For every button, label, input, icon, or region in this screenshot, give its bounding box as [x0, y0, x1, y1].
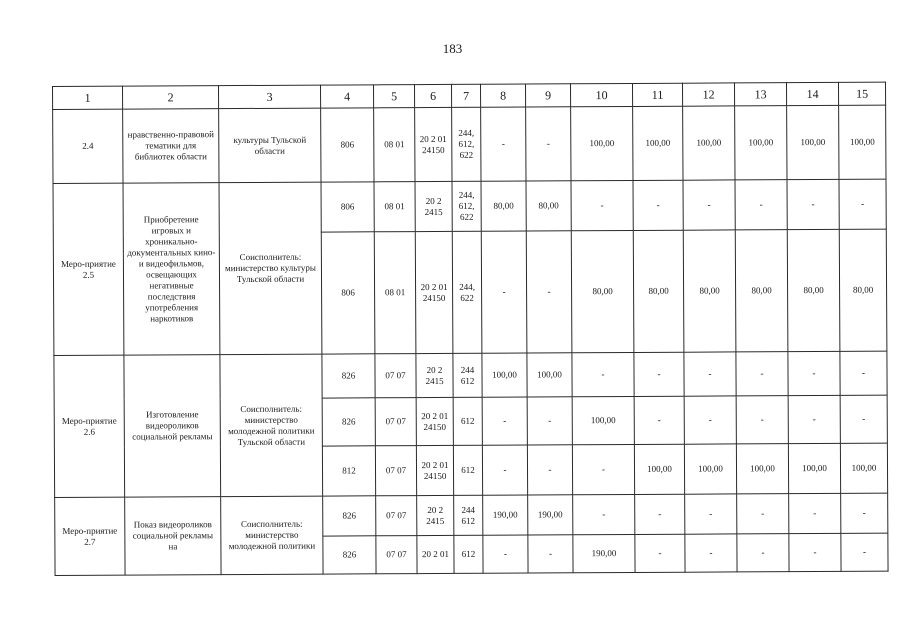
value-col9: -	[527, 445, 572, 495]
activity-name-cell: Приобретение игровых и хроникально-документальных кино- и видеофильмов, освещающих негативные последствия употребления наркотиков	[123, 183, 220, 356]
value-col8: 190,00	[483, 495, 528, 535]
activity-code-cell: 2.4	[53, 109, 123, 183]
value-col14: -	[789, 533, 841, 571]
column-number-cell: 8	[480, 84, 525, 107]
value-col13: 100,00	[735, 106, 787, 180]
value-col9: -	[528, 535, 573, 573]
table-row	[55, 493, 888, 537]
value-col13: -	[736, 396, 788, 444]
expense-type-cell: 244, 612, 622	[452, 107, 481, 181]
value-col11: 100,00	[633, 106, 683, 180]
section-cell: 08 01	[374, 232, 416, 354]
grbs-cell: 826	[323, 496, 376, 536]
executor-cell: Соисполнитель: министерство культуры Тульской области	[219, 182, 322, 355]
activity-code-cell: Меро-приятие 2.5	[53, 183, 124, 355]
grbs-cell: 806	[321, 182, 374, 232]
value-col12: 80,00	[683, 230, 736, 352]
expense-type-cell: 244, 622	[452, 231, 482, 353]
value-col12: -	[684, 396, 736, 444]
value-col10: 190,00	[573, 534, 635, 572]
value-col8: -	[481, 107, 526, 181]
value-col11: 80,00	[633, 230, 684, 352]
target-article-cell: 20 2 01 24150	[415, 107, 452, 181]
target-article-cell: 20 2 2415	[415, 181, 452, 231]
value-col11: -	[633, 180, 683, 230]
value-col15: -	[841, 533, 888, 571]
column-number-cell: 9	[525, 84, 570, 107]
value-col14: -	[787, 179, 839, 229]
activity-name-cell: Показ видеороликов социальной рекламы на	[125, 497, 221, 576]
section-cell: 07 07	[375, 354, 416, 398]
value-col9: 190,00	[528, 495, 573, 535]
value-col14: 100,00	[788, 443, 840, 493]
value-col8: -	[481, 231, 527, 353]
column-number-cell: 7	[451, 84, 480, 107]
value-col11: 100,00	[634, 444, 684, 494]
column-number-cell: 10	[570, 83, 632, 106]
column-number-cell: 2	[123, 86, 219, 110]
value-col9: -	[526, 107, 571, 181]
activity-name-cell: Изготовление видеороликов социальной рекламы	[124, 355, 221, 498]
executor-cell: Соисполнитель: министерство молодежной политики Тульской области	[220, 354, 323, 497]
value-col12: -	[684, 352, 736, 396]
value-col13: 80,00	[735, 230, 788, 352]
value-col15: -	[840, 395, 887, 443]
value-col14: 80,00	[787, 229, 840, 351]
value-col10: -	[573, 494, 635, 534]
column-number-cell: 15	[838, 82, 885, 105]
value-col15: 100,00	[840, 443, 887, 493]
table-row	[54, 351, 887, 399]
value-col15: 100,00	[839, 105, 886, 179]
value-col11: -	[635, 494, 685, 534]
value-col10: 80,00	[571, 230, 634, 352]
value-col15: -	[841, 493, 888, 533]
table-row	[53, 105, 886, 183]
column-number-cell: 3	[219, 85, 321, 109]
activity-code-cell: Меро-приятие 2.6	[54, 355, 125, 497]
grbs-cell: 826	[322, 398, 375, 446]
value-col13: -	[737, 494, 789, 534]
value-col12: 100,00	[683, 106, 735, 180]
table-body	[53, 82, 889, 575]
target-article-cell: 20 2 01 24150	[416, 397, 453, 445]
grbs-cell: 806	[321, 232, 375, 354]
executor-cell: Соисполнитель: министерство молодежной политики	[221, 496, 323, 575]
value-col15: 80,00	[839, 229, 887, 351]
document-sheet	[52, 82, 889, 576]
value-col8: -	[482, 445, 527, 495]
value-col14: -	[788, 395, 840, 443]
section-cell: 08 01	[374, 108, 415, 182]
column-number-cell: 1	[53, 86, 123, 109]
column-number-cell: 4	[320, 85, 373, 108]
section-cell: 07 07	[376, 536, 417, 574]
column-number-cell: 12	[682, 83, 734, 106]
expense-type-cell: 612	[454, 535, 483, 573]
value-col9: 100,00	[527, 353, 572, 397]
value-col14: -	[789, 493, 841, 533]
activity-name-cell: нравственно-правовой тематики для библиотек области	[123, 109, 219, 184]
expense-type-cell: 612	[453, 445, 482, 495]
value-col9: -	[526, 231, 572, 353]
target-article-cell: 20 2 01 24150	[416, 445, 453, 495]
target-article-cell: 20 2 01	[417, 535, 454, 573]
table-row	[53, 179, 886, 233]
value-col10: -	[572, 352, 634, 396]
value-col9: -	[527, 397, 572, 445]
expense-type-cell: 244, 612, 622	[452, 181, 481, 231]
grbs-cell: 826	[323, 536, 376, 574]
section-cell: 08 01	[374, 182, 415, 232]
activity-code-cell: Меро-приятие 2.7	[55, 497, 125, 575]
value-col12: 100,00	[684, 444, 736, 494]
grbs-cell: 806	[321, 108, 374, 182]
program-table	[52, 82, 889, 576]
value-col10: -	[572, 444, 634, 494]
target-article-cell: 20 2 2415	[417, 495, 454, 535]
value-col12: -	[683, 180, 735, 230]
column-number-cell: 13	[734, 83, 786, 106]
value-col13: 100,00	[736, 444, 788, 494]
value-col12: -	[685, 494, 737, 534]
value-col10: -	[571, 180, 633, 230]
value-col15: -	[840, 351, 887, 395]
grbs-cell: 812	[322, 446, 375, 496]
value-col8: 100,00	[482, 353, 527, 397]
target-article-cell: 20 2 2415	[416, 353, 453, 397]
executor-cell: культуры Тульской области	[219, 108, 321, 183]
section-cell: 07 07	[375, 398, 416, 446]
value-col10: 100,00	[571, 106, 633, 180]
column-number-cell: 6	[414, 84, 451, 107]
value-col8: -	[483, 535, 528, 573]
value-col13: -	[737, 534, 789, 572]
expense-type-cell: 612	[453, 397, 482, 445]
value-col15: -	[839, 179, 886, 229]
expense-type-cell: 244 612	[453, 353, 482, 397]
value-col8: 80,00	[481, 181, 526, 231]
value-col11: -	[634, 396, 684, 444]
section-cell: 07 07	[376, 496, 417, 536]
value-col9: 80,00	[526, 181, 571, 231]
value-col13: -	[736, 352, 788, 396]
value-col12: -	[685, 534, 737, 572]
value-col8: -	[482, 397, 527, 445]
target-article-cell: 20 2 01 24150	[415, 231, 453, 353]
value-col14: -	[788, 351, 840, 395]
value-col10: 100,00	[572, 396, 634, 444]
value-col14: 100,00	[787, 105, 839, 179]
value-col11: -	[635, 534, 685, 572]
page-number: 183	[442, 41, 463, 56]
grbs-cell: 826	[322, 354, 375, 398]
section-cell: 07 07	[375, 446, 416, 496]
column-number-cell: 14	[786, 82, 838, 105]
column-number-cell: 11	[632, 83, 682, 106]
value-col13: -	[735, 180, 787, 230]
expense-type-cell: 244 612	[454, 495, 483, 535]
column-number-cell: 5	[373, 85, 414, 108]
value-col11: -	[634, 352, 684, 396]
